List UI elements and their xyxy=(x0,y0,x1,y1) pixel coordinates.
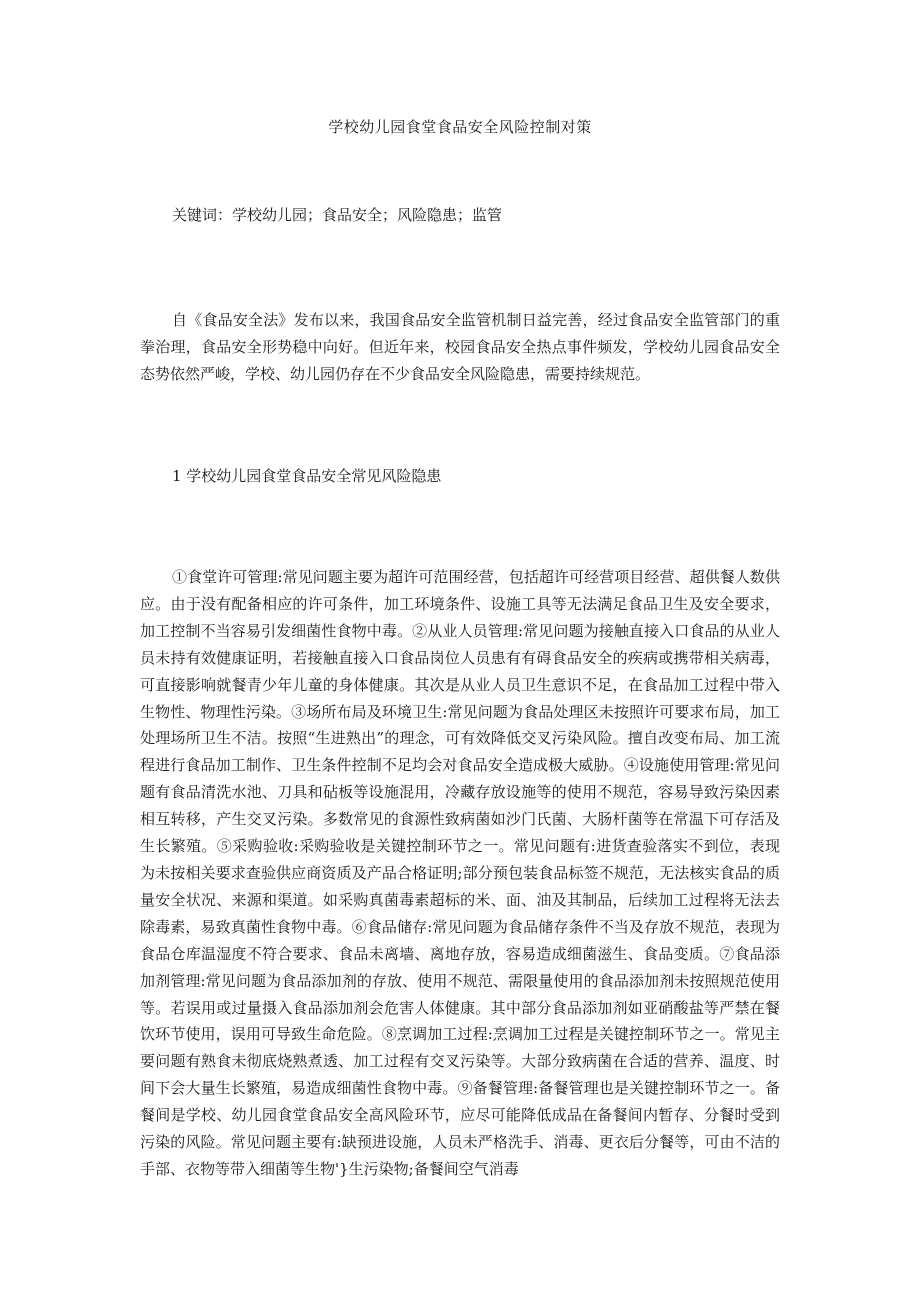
document-title: 学校幼儿园食堂食品安全风险控制对策 xyxy=(328,118,592,136)
section-heading: 1 学校幼儿园食堂食品安全常见风险隐患 xyxy=(172,467,442,485)
keywords-line: 关键词：学校幼儿园；食品安全；风险隐患；监管 xyxy=(172,206,503,224)
intro-paragraph: 自《食品安全法》发布以来，我国食品安全监管机制日益完善，经过食品安全监管部门的重拳治理，食品安全形势稳中向好。但近年来，校园食品安全热点事件频发，学校幼儿园食品安全态势依然严峻，学校、幼儿园仍存在不少食品安全风险隐患，需要持续规范。 xyxy=(140,311,780,383)
section-body-paragraph: ①食堂许可管理:常见问题主要为超许可范围经营，包括超许可经营项目经营、超供餐人数供应。由于没有配备相应的许可条件，加工环境条件、设施工具等无法满足食品卫生及安全要求，加工控制不当容易引发细菌性食物中毒。②从业人员管理:常见问题为接触直接入口食品的从业人员未持有效健康证明，若接触直接入口食品岗位人员患有有碍食品安全的疾病或携带相关病毒，可直接影响就餐青少年儿童的身体健康。其次是从业人员卫生意识不足，在食品加工过程中带入生物性、物理性污染。③场所布局及环境卫生:常见问题为食品处理区未按照许可要求布局，加工处理场所卫生不洁。按照“生进熟出”的理念，可有效降低交叉污染风险。擅自改变布局、加工流程进行食品加工制作、卫生条件控制不足均会对食品安全造成极大威胁。④设施使用管理:常见问题有食品清洗水池、刀具和砧板等设施混用，冷藏存放设施等的使用不规范，容易导致污染因素相互转移，产生交叉污染。多数常见的食源性致病菌如沙门氏菌、大肠杆菌等在常温下可存活及生长繁殖。⑤采购验收:采购验收是关键控制环节之一。常见问题有:进货查验落实不到位，表现为未按相关要求查验供应商资质及产品合格证明;部分预包装食品标签不规范，无法核实食品的质量安全状况、来源和渠道。如采购真菌毒素超标的米、面、油及其制品，后续加工过程将无法去除毒素，易致真菌性食物中毒。⑥食品储存:常见问题为食品储存条件不当及存放不规范，表现为食品仓库温湿度不符合要求、食品未离墙、离地存放，容易造成细菌滋生、食品变质。⑦食品添加剂管理:常见问题为食品添加剂的存放、使用不规范、需限量使用的食品添加剂未按照规范使用等。若误用或过量摄入食品添加剂会危害人体健康。其中部分食品添加剂如亚硝酸盐等严禁在餐饮环节使用，误用可导致生命危险。⑧烹调加工过程:烹调加工过程是关键控制环节之一。常见主要问题有熟食未彻底烧熟煮透、加工过程有交叉污染等。大部分致病菌在合适的营养、温度、时间下会大量生长繁殖，易造成细菌性食物中毒。⑨备餐管理:备餐管理也是关键控制环节之一。备餐间是学校、幼儿园食堂食品安全高风险环节，应尽可能降低成品在备餐间内暂存、分餐时受到污染的风险。常见问题主要有:缺预进设施，人员未严格洗手、消毒、更衣后分餐等，可由不洁的手部、衣物等带入细菌等生物'}生污染物;备餐间空气消毒 xyxy=(140,568,780,1178)
